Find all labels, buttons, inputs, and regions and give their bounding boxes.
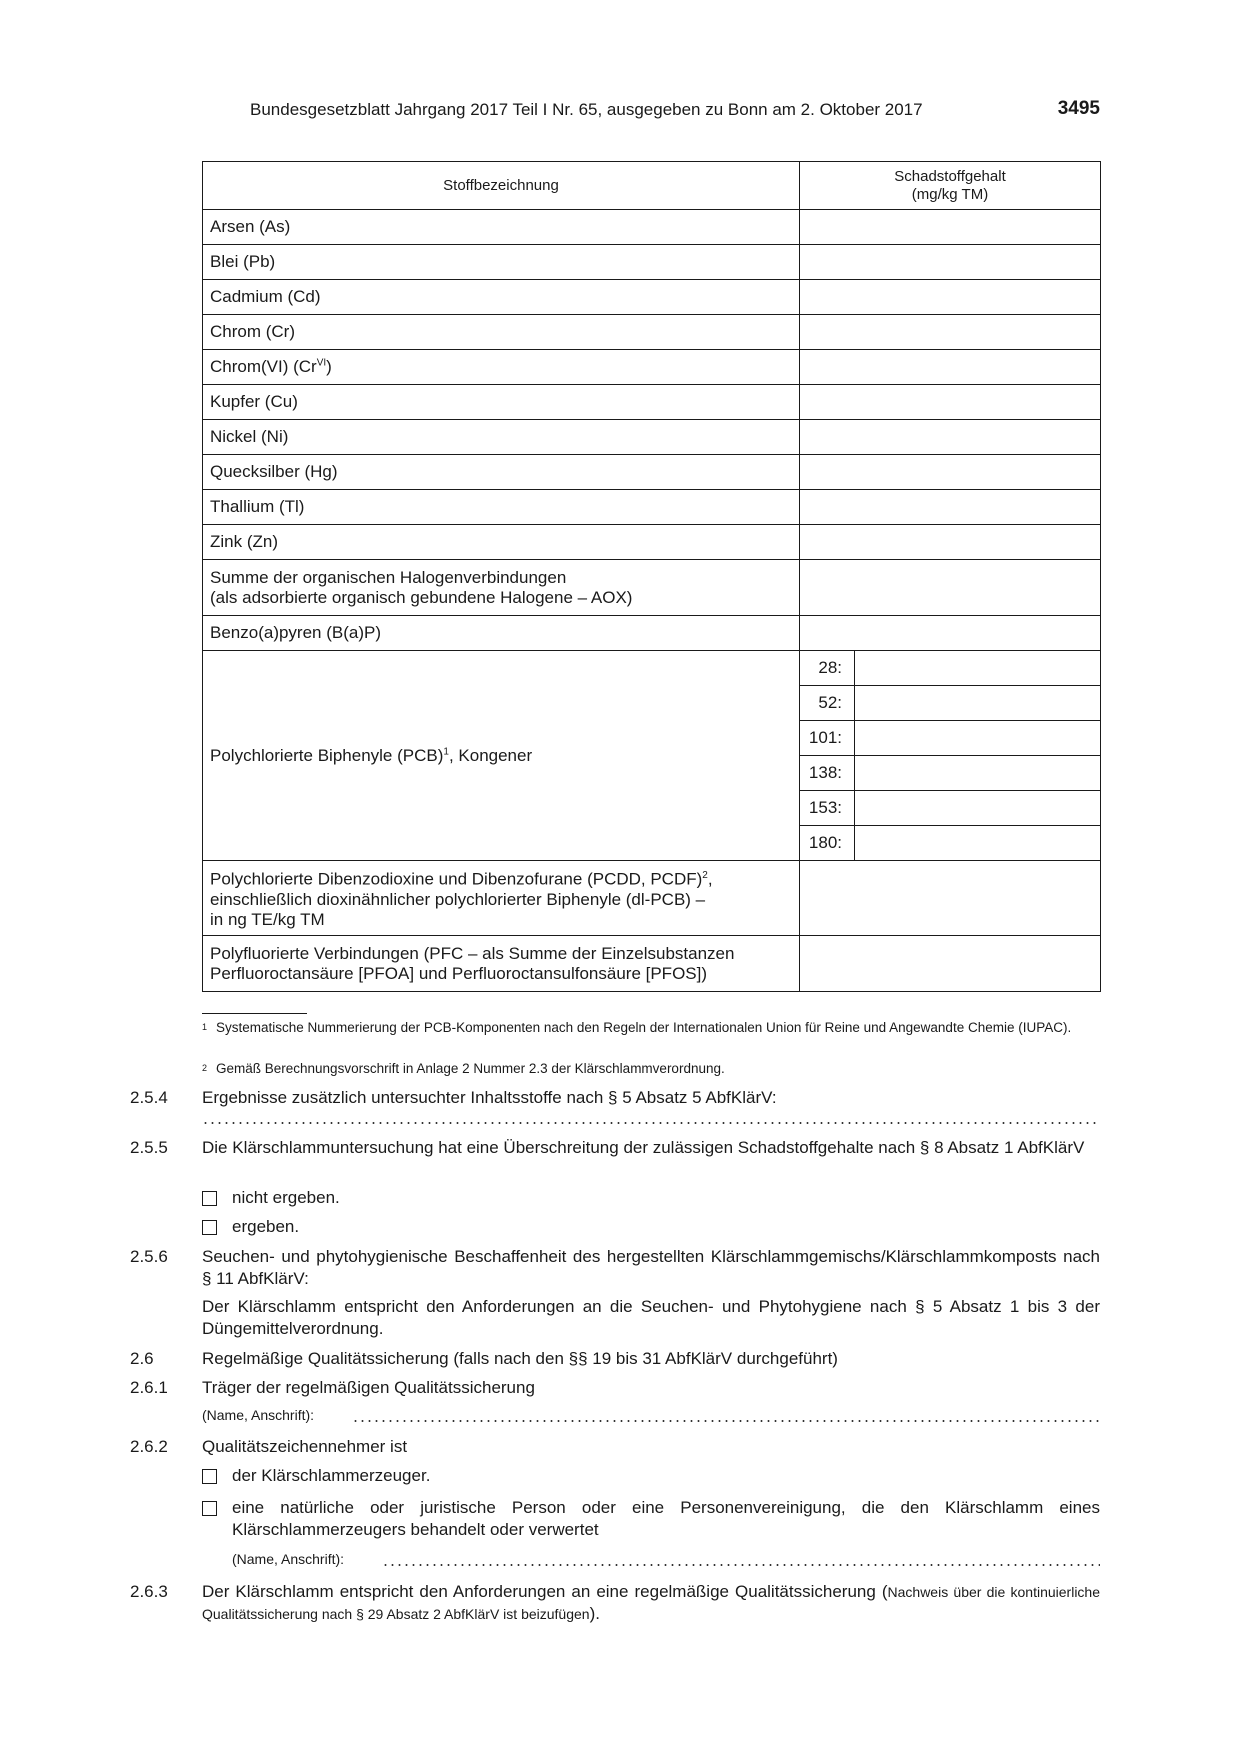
value-cell[interactable] — [800, 315, 1101, 350]
table-row: Arsen (As) — [203, 210, 1101, 245]
page-header — [250, 100, 1100, 128]
value-cell[interactable] — [855, 756, 1101, 791]
value-cell[interactable] — [800, 560, 1101, 616]
value-cell[interactable] — [800, 936, 1101, 992]
section-2-6-2: 2.6.2 Qualitätszeichennehmer ist — [130, 1437, 408, 1456]
table-row: Zink (Zn) — [203, 525, 1101, 560]
value-cell[interactable] — [800, 490, 1101, 525]
table-row-pcb: 180: — [203, 826, 1101, 861]
footnote-1: $^1$ Systematische Nummerierung der PCB-Komponenten nach den Regeln der Internationalen Union für Reine und Angewandte Chemie (IUPAC). — [202, 1020, 1072, 1035]
checkbox[interactable] — [202, 1501, 217, 1516]
table-row-pcb: 138: — [203, 756, 1101, 791]
section-2-6: 2.6 Regelmäßige Qualitätssicherung (falls nach den §§ 19 bis 31 AbfKlärV durchgeführt) — [130, 1349, 838, 1368]
value-cell[interactable] — [800, 210, 1101, 245]
value-cell[interactable] — [800, 385, 1101, 420]
option-nicht-ergeben[interactable]: nicht ergeben. — [202, 1187, 1100, 1209]
name-address-label: (Name, Anschrift): — [232, 1551, 345, 1567]
checkbox[interactable] — [202, 1220, 217, 1235]
value-cell[interactable] — [800, 861, 1101, 936]
table-row: Chrom(VI) $(Cr^{VI})$ — [203, 350, 1101, 385]
checkbox[interactable] — [202, 1469, 217, 1484]
value-cell[interactable] — [855, 721, 1101, 756]
option-natuerliche-person[interactable]: eine natürliche oder juristische Person oder eine Personenvereinigung, die den Klärschlamm eines Klärschlammerzeugers behandelt oder verwertet — [202, 1497, 1100, 1541]
table-row: Kupfer (Cu) — [203, 385, 1101, 420]
col-header-substance: Stoffbezeichnung — [203, 162, 800, 210]
table-row-aox: Summe der organischen Halogenverbindungen (als adsorbierte organisch gebundene Halogene – AOX) — [203, 560, 1101, 616]
table-row-bap: Benzo(a)pyren (B(a)P) — [203, 616, 1101, 651]
section-2-5-4: 2.5.4 Ergebnisse zusätzlich untersuchter Inhaltsstoffe nach § 5 Absatz 5 AbfKlärV: — [130, 1088, 777, 1107]
table-row-pcb: 153: — [203, 791, 1101, 826]
value-cell[interactable] — [855, 791, 1101, 826]
table-row: Thallium (Tl) — [203, 490, 1101, 525]
value-cell[interactable] — [800, 245, 1101, 280]
table-row-pfc: Polyfluorierte Verbindungen (PFC – als Summe der Einzelsubstanzen Perfluoroctansäure [PFOA] und Perfluoroctansulfonsäure [PFOS]) — [203, 936, 1101, 992]
section-2-5-5: 2.5.5 Die Klärschlammuntersuchung hat eine Überschreitung der zulässigen Schadstoffgehalte nach § 8 Absatz 1 AbfKlärV — [130, 1138, 1085, 1157]
table-row: Chrom (Cr) — [203, 315, 1101, 350]
table-row-pcb: Polychlorierte Biphenyle (PCB)$^1$, Kongener 28: — [203, 651, 1101, 686]
table-row-pcb: 101: — [203, 721, 1101, 756]
pollutant-table — [202, 161, 1101, 992]
section-2-6-1: 2.6.1 Träger der regelmäßigen Qualitätssicherung — [130, 1378, 535, 1397]
value-cell[interactable] — [855, 826, 1101, 861]
value-cell[interactable] — [800, 525, 1101, 560]
value-cell[interactable] — [800, 455, 1101, 490]
name-address-field[interactable] — [352, 1420, 1100, 1422]
table-row-pcdd: Polychlorierte Dibenzodioxine und Dibenzofurane (PCDD, PCDF)$^2$, einschließlich dioxinähnlicher polychlorierter Biphenyle (dl-PCB) – in ng TE/kg TM — [203, 861, 1101, 936]
section-2-6-3: 2.6.3 Der Klärschlamm entspricht den Anforderungen an eine regelmäßige Qualitätssicherung (Nachweis über die kontinuierliche Qualitätssicherung nach § 29 Absatz 2 AbfKlärV ist beizufügen). — [130, 1582, 1100, 1623]
pcb-label: Polychlorierte Biphenyle (PCB)$^1$, Kongener — [203, 651, 800, 861]
section-2-5-6-text: Der Klärschlamm entspricht den Anforderungen an die Seuchen- und Phytohygiene nach § 5 Absatz 1 bis 3 der Düngemittelverordnung. — [202, 1297, 1100, 1338]
value-cell[interactable] — [800, 280, 1101, 315]
value-cell[interactable] — [800, 420, 1101, 455]
table-row: Nickel (Ni) — [203, 420, 1101, 455]
value-cell[interactable] — [800, 350, 1101, 385]
option-klaerschlammerzeuger[interactable]: der Klärschlammerzeuger. — [202, 1465, 1100, 1487]
table-row: Blei (Pb) — [203, 245, 1101, 280]
page-number: 3495 — [1057, 98, 1100, 119]
option-ergeben[interactable]: ergeben. — [202, 1216, 1100, 1238]
dotted-line[interactable] — [202, 1122, 1100, 1124]
name-address-field[interactable] — [382, 1564, 1100, 1566]
table-row-pcb: 52: — [203, 686, 1101, 721]
value-cell[interactable] — [800, 616, 1101, 651]
value-cell[interactable] — [855, 686, 1101, 721]
table-header-row — [203, 162, 1101, 210]
section-2-5-6: 2.5.6 Seuchen- und phytohygienische Beschaffenheit des hergestellten Klärschlammgemischs/Klärschlammkomposts nach § 11 AbfKlärV: — [130, 1247, 1100, 1288]
col-header-value: Schadstoffgehalt (mg/kg TM) — [800, 162, 1101, 210]
footnote-2: $^2$ Gemäß Berechnungsvorschrift in Anlage 2 Nummer 2.3 der Klärschlammverordnung. — [202, 1061, 725, 1076]
footnote-divider — [202, 1013, 307, 1014]
value-cell[interactable] — [855, 651, 1101, 686]
header-title: Bundesgesetzblatt Jahrgang 2017 Teil I Nr. 65, ausgegeben zu Bonn am 2. Oktober 2017 — [250, 100, 923, 119]
table-row: Quecksilber (Hg) — [203, 455, 1101, 490]
table-row: Cadmium (Cd) — [203, 280, 1101, 315]
checkbox[interactable] — [202, 1191, 217, 1206]
name-address-label: (Name, Anschrift): — [202, 1407, 315, 1423]
